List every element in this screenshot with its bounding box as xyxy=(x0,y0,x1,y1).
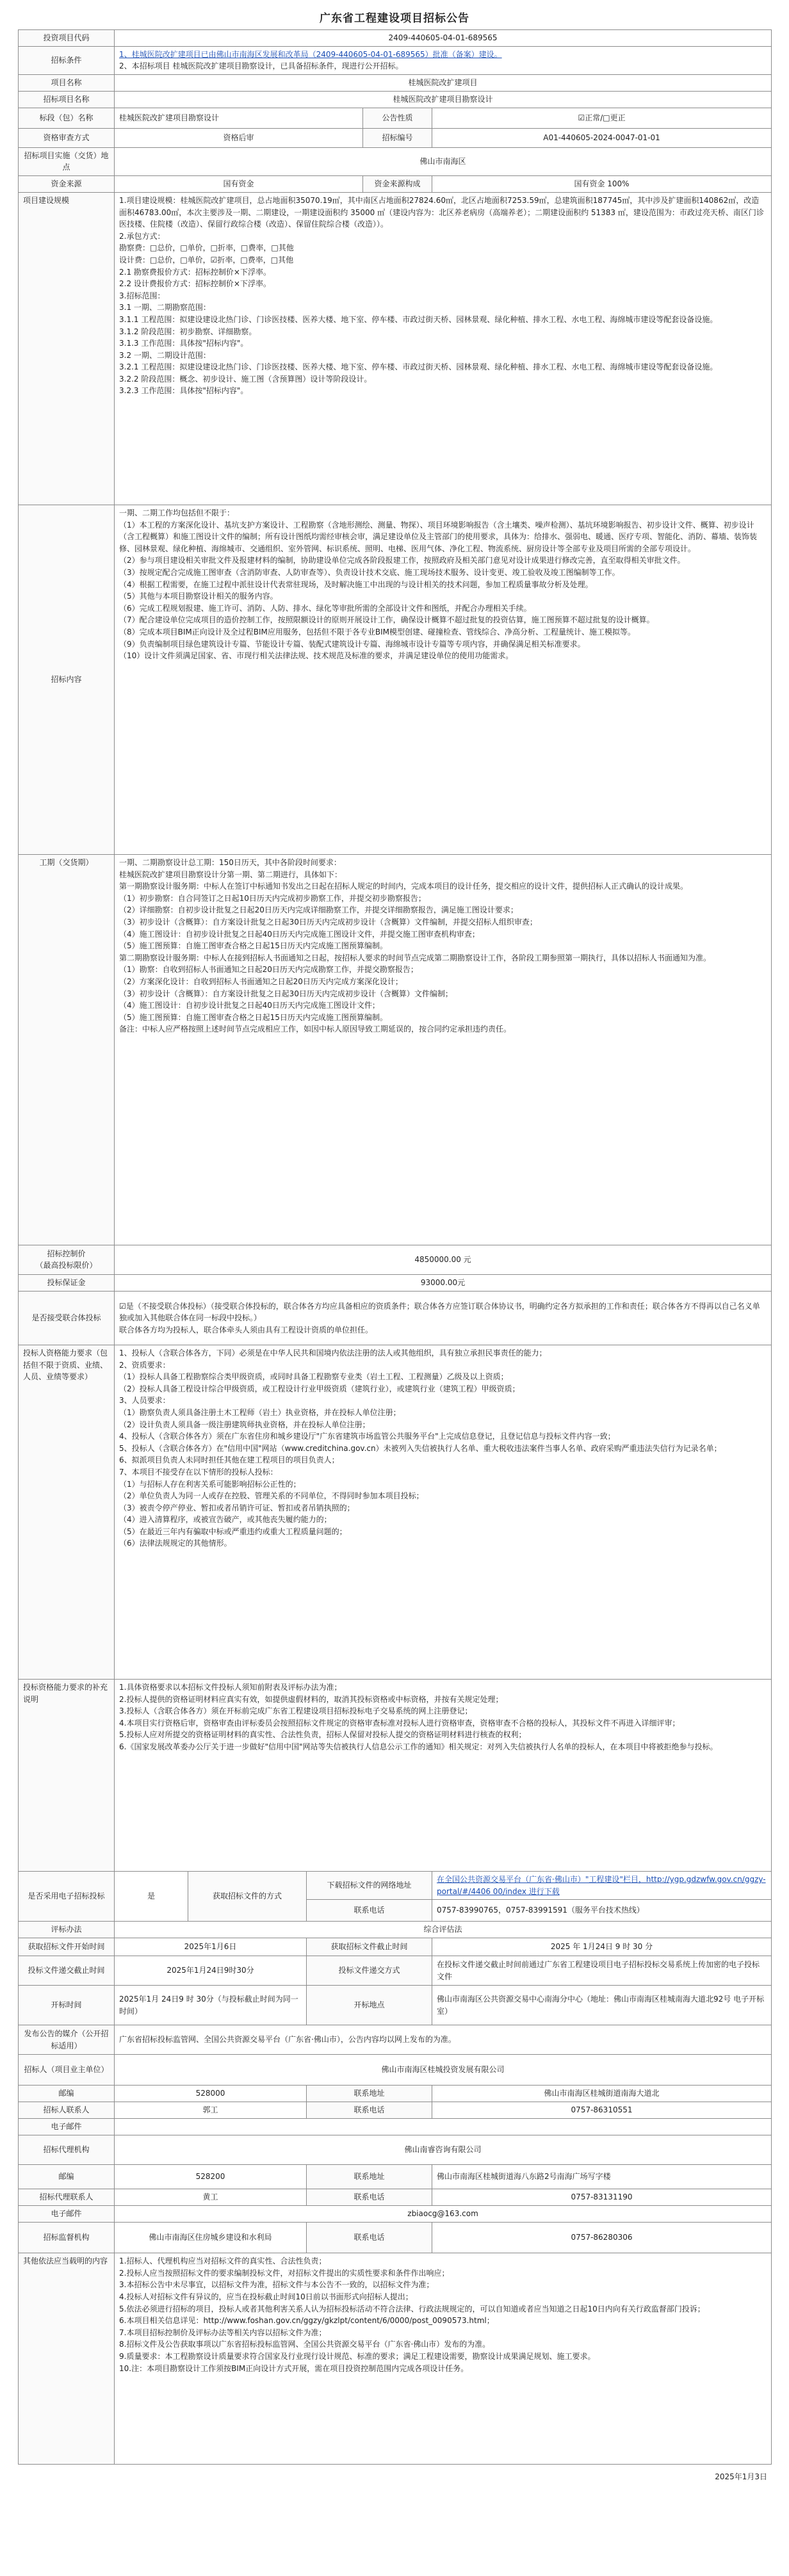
label: 资金来源构成 xyxy=(363,175,432,192)
row-owner-person xyxy=(19,2102,772,2119)
label: 评标办法 xyxy=(19,1922,115,1938)
row-owner-post xyxy=(19,2086,772,2102)
row-supervisor xyxy=(19,2223,772,2253)
value: 93000.00元 xyxy=(115,1274,772,1291)
label: 资格审查方式 xyxy=(19,128,115,147)
value: 国有资金 xyxy=(115,175,363,192)
label: 招标编号 xyxy=(363,128,432,147)
label: 项目名称 xyxy=(19,74,115,91)
value: 佛山市南海区住房城乡建设和水利局 xyxy=(115,2223,307,2253)
value: 是 xyxy=(115,1871,188,1921)
label: 投标保证金 xyxy=(19,1274,115,1291)
row-media xyxy=(19,2025,772,2055)
label: 联系地址 xyxy=(307,2086,432,2102)
row-conditions xyxy=(19,46,772,74)
label: 招标内容 xyxy=(19,505,115,854)
row-agent-post xyxy=(19,2165,772,2189)
label: 开标地点 xyxy=(307,1986,432,2025)
label: 联系电话 xyxy=(307,2223,432,2253)
label: 投标文件递交截止时间 xyxy=(19,1956,115,1986)
value: 佛山市南海区桂城投资发展有限公司 xyxy=(115,2055,772,2086)
value: 佛山南睿咨询有限公司 xyxy=(115,2135,772,2165)
publish-date: 2025年1月3日 xyxy=(715,2472,767,2482)
label: 资金来源 xyxy=(19,175,115,192)
row-content xyxy=(19,505,772,854)
value: 国有资金 100% xyxy=(432,175,772,192)
value: 2025年1月 24日9 时 30分（与投标截止时间为同一时间） xyxy=(115,1986,307,2025)
value: 佛山市南海区 xyxy=(115,147,772,175)
row-bond xyxy=(19,1274,772,1291)
qualification-text: 1、投标人（含联合体各方，下同）必须是在中华人民共和国境内依法注册的法人或其他组织，具有独立承担民事责任的能力； 2、资质要求： （1）投标人具备工程勘察综合类甲级资质，或同时具备工程勘察专业类（岩土工程、工程测量）乙级及以上资质； （2）投标人具备工程设计综合甲级资质，或工程设计行业甲级资质（建筑行业），或建筑行业（建筑工程）甲级资质； 3、人员要求： （1）勘察负责人须具备注册土木工程师（岩土）执业资格，并在投标人单位注册； （2）设计负责人须具备一级注册建筑师执业资格，并在投标人单位注册； 4、投标人（含联合体各方）须在广东省住房和城乡建设厅"广东省建筑市场监管公共服务平台"上完成信息登记，且登记信息与投标文件内容一致； 5、投标人（含联合体各方）在"信用中国"网站（www.creditchina.gov.cn）未被列入失信被执行人名单、重大税收违法案件当事人名单、政府采购严重违法失信行为记录名单； 6、拟派项目负责人未同时担任其他在建工程项目的项目负责人； 7、本项目不接受存在以下情形的投标人投标： （1）与招标人存在利害关系可能影响招标公正性的； （2）单位负责人为同一人或存在控股、管理关系的不同单位，不得同时参加本项目投标； （3）被责令停产停业、暂扣或者吊销许可证、暂扣或者吊销执照的； （4）进入清算程序，或被宣告破产，或其他丧失履约能力的； （5）在最近三年内有骗取中标或严重违约或重大工程质量问题的； （6）法律法规规定的其他情形。 xyxy=(115,1345,772,1679)
content-text: 一期、二期工作均包括但不限于： （1）本工程的方案深化设计、基坑支护方案设计、工程勘察（含地形测绘、测量、物探）、项目环境影响报告（含土壤类、噪声检测）、基坑环境影响报告、初步设计文件、概算、初步设计（含工程概算）和施工图设计文件的编制；所有设计图纸均需经审核会审，满足建设单位及主管部门的使用要求，具体为：给排水、强弱电、暖通、医疗专项、智能化、消防、幕墙、装饰装修、园林景观、绿化种植、海绵城市、交通组织、室外管网、标识系统、照明、电梯、医用气体、净化工程、物流系统、厨房设计等全部专业及项目所需的全部专项设计。 （2）参与项目建设相关审批文件及报建材料的编制，协助建设单位完成各阶段报建工作，按照政府及相关部门意见对设计成果进行修改完善，直至取得相关审批文件。 （3）按规定配合完成施工图审查（含消防审查、人防审查等）、负责设计技术交底、施工现场技术服务、设计变更、竣工验收及竣工图编制等工作。 （4）根据工程需要，在施工过程中派驻设计代表常驻现场，及时解决施工中出现的与设计相关的技术问题，参加工程质量事故分析及处理。 （5）其他与本项目勘察设计相关的服务内容。 （6）完成工程规划报建、施工许可、消防、人防、排水、绿化等审批所需的全部设计文件和图纸，并配合办理相关手续。 （7）配合建设单位完成项目的造价控制工作，按照限额设计的原则开展设计工作，确保设计概算不超过批复的投资估算，施工图预算不超过批复的设计概算。 （8）完成本项目BIM正向设计及全过程BIM应用服务，包括但不限于各专业BIM模型创建、碰撞检查、管线综合、净高分析、工程量统计、施工模拟等。 （9）负责编制项目绿色建筑设计专篇、节能设计专篇、装配式建筑设计专篇、海绵城市设计专篇等专项内容，并确保满足相关标准要求。 （10）设计文件须满足国家、省、市现行相关法律法规、技术规范及标准的要求，并满足建设单位的使用功能需求。 xyxy=(115,505,772,854)
row-qualification-note xyxy=(19,1679,772,1871)
value: 0757-83131190 xyxy=(432,2189,772,2206)
row-place xyxy=(19,147,772,175)
row-agent xyxy=(19,2135,772,2165)
announcement-page xyxy=(18,8,771,2482)
label: 招标代理联系人 xyxy=(19,2189,115,2206)
row-agent-person xyxy=(19,2189,772,2206)
period-text: 一期、二期勘察设计总工期：150日历天，其中各阶段时间要求： 桂城医院改扩建项目勘察设计分第一期、第二期进行，具体如下： 第一期勘察设计服务期：中标人在签订中标通知书发出之日起在招标人规定的时间内，完成本项目的设计任务，提交相应的设计文件，提供招标人正式确认的设计成果。 （1）初步勘察：自合同签订之日起10日历天内完成初步勘察工作，并提交初步勘察报告； （2）详细勘察：自初步设计批复之日起20日历天内完成详细勘察工作，并提交详细勘察报告，满足施工图设计要求； （3）初步设计（含概算）：自方案设计批复之日起30日历天内完成初步设计（含概算）文件编制，并提交招标人组织审查； （4）施工图设计：自初步设计批复之日起40日历天内完成施工图设计文件，并提交施工图审查机构审查； （5）施工图预算：自施工图审查合格之日起15日历天内完成施工图预算编制。 第二期勘察设计服务期：中标人在接到招标人书面通知之日起，按招标人要求的时间节点完成第二期勘察设计工作，各阶段工期参照第一期执行，具体以招标人书面通知为准。 （1）勘察：自收到招标人书面通知之日起20日历天内完成勘察工作，并提交勘察报告； （2）方案深化设计：自收到招标人书面通知之日起20日历天内完成方案深化设计； （3）初步设计（含概算）：自方案设计批复之日起30日历天内完成初步设计（含概算）文件编制； （4）施工图设计：自初步设计批复之日起40日历天内完成施工图设计文件； （5）施工图预算：自施工图审查合格之日起15日历天内完成施工图预算编制。 备注：中标人应严格按照上述时间节点完成相应工作，如因中标人原因导致工期延误的，按合同约定承担违约责任。 xyxy=(115,854,772,1245)
label: 是否接受联合体投标 xyxy=(19,1291,115,1345)
row-control-price xyxy=(19,1245,772,1274)
value: 0757-83990765，0757-83991591（服务平台技术热线） xyxy=(432,1900,772,1922)
row-owner xyxy=(19,2055,772,2086)
value: 郭工 xyxy=(115,2102,307,2119)
label: 联系电话 xyxy=(307,2102,432,2119)
value: 综合评估法 xyxy=(115,1922,772,1938)
value: 528200 xyxy=(115,2165,307,2189)
row-tender-name xyxy=(19,91,772,108)
row-eval xyxy=(19,1922,772,1938)
label: 联系电话 xyxy=(307,2189,432,2206)
label: 招标人联系人 xyxy=(19,2102,115,2119)
label: 工期（交货期） xyxy=(19,854,115,1245)
value: 资格后审 xyxy=(115,128,363,147)
value: 佛山市南海区公共资源交易中心南海分中心（地址：佛山市南海区桂城南海大道北92号 电子开标室） xyxy=(432,1986,772,2025)
conditions-cell xyxy=(115,46,772,74)
row-agent-mail xyxy=(19,2206,772,2223)
label: 招标项目名称 xyxy=(19,91,115,108)
union-text: ☑是（不接受联合体投标）（接受联合体投标的，联合体各方均应具备相应的资质条件；联合体各方应签订联合体协议书，明确约定各方拟承担的工作和责任；联合体各方不得再以自己名义单独或加入其他联合体在同一标段中投标。） 联合体各方均为投标人，联合体牵头人须由具有工程设计资质的单位担任。 xyxy=(115,1291,772,1345)
row-qualification xyxy=(19,1345,772,1679)
label: 下载招标文件的网络地址 xyxy=(307,1871,432,1899)
value: 桂城医院改扩建项目勘察设计 xyxy=(115,91,772,108)
label: 邮编 xyxy=(19,2165,115,2189)
value: 2409-440605-04-01-689565 xyxy=(115,30,772,47)
label: 发布公告的媒介（公开招标适用） xyxy=(19,2025,115,2055)
label: 获取招标文件开始时间 xyxy=(19,1938,115,1956)
row-period xyxy=(19,854,772,1245)
value: 广东省招标投标监管网、全国公共资源交易平台（广东省·佛山市），公告内容均以网上发布的为准。 xyxy=(115,2025,772,2055)
value: zbiaocg@163.com xyxy=(115,2206,772,2223)
label: 电子邮件 xyxy=(19,2119,115,2135)
label: 联系地址 xyxy=(307,2165,432,2189)
label: 获取招标文件截止时间 xyxy=(307,1938,432,1956)
value: 佛山市南海区桂城街道海八东路2号南海广场写字楼 xyxy=(432,2165,772,2189)
row-other xyxy=(19,2253,772,2465)
value: ☑正常/□更正 xyxy=(432,108,772,128)
value: 黄工 xyxy=(115,2189,307,2206)
label: 联系电话 xyxy=(307,1900,432,1922)
row-get-time xyxy=(19,1938,772,1956)
row-electronic xyxy=(19,1871,772,1899)
label: 是否采用电子招标投标 xyxy=(19,1871,115,1921)
row-review xyxy=(19,128,772,147)
row-project-name xyxy=(19,74,772,91)
label: 招标人（项目业主单位） xyxy=(19,2055,115,2086)
scale-text: 1.项目建设规模：桂城医院改扩建项目，总占地面积35070.19㎡，其中南区占地面积27824.60㎡，北区占地面积7253.59㎡，总建筑面积187745㎡，其中涉及扩建面积140862㎡，改造面积46783.00㎡，本次主要涉及一期、二期建设，一期建设面积约 35000 ㎡（建设内容为：北区养老病房（高端养老）；二期建设面积约 51383 ㎡，建设范围为：市政过亮天桥、南区门诊医技楼、住院楼（改造）、保留行政综合楼（改造）、保留住院综合楼（改造））。 2.承包方式： 勘察费：□总价，□单价，□折率，□费率，□其他 设计费：□总价，□单价，☑折率，□费率，□其他 2.1 勘察费报价方式：招标控制价×下浮率。 2.2 设计费报价方式：招标控制价×下浮率。 3.招标范围： 3.1 一期、二期勘察范围： 3.1.1 工程范围：拟建设建设北热门诊、门诊医技楼、医养大楼、地下室、停车楼、市政过街天桥、园林景观、绿化种植、排水工程、水电工程、海绵城市建设等配套设备设施。 3.1.2 阶段范围：初步勘察、详细勘察。 3.1.3 工作范围：具体按"招标内容"。 3.2 一期、二期设计范围： 3.2.1 工程范围：拟建设建设北热门诊、门诊医技楼、医养大楼、地下室、停车楼、市政过街天桥、园林景观、绿化种植、排水工程、水电工程、海绵城市建设等配套设备设施。 3.2.2 阶段范围：概念、初步设计、施工图（含预算图）设计等阶段设计。 3.2.3 工作范围：具体按"招标内容"。 xyxy=(115,192,772,505)
label: 电子邮件 xyxy=(19,2206,115,2223)
label: 招标监督机构 xyxy=(19,2223,115,2253)
announcement-table xyxy=(18,29,772,2465)
value: 2025 年 1月24日 9 时 30 分 xyxy=(432,1938,772,1956)
condition-line-1[interactable]: 1、桂城医院改扩建项目已由佛山市南海区发展和改革局（2409-440605-04-01-689565）批准（备案）建设。 xyxy=(119,49,502,59)
condition-line-2: 2、本招标项目 桂城医院改扩建项目勘察设计，已具备招标条件，现进行公开招标。 xyxy=(119,61,403,71)
label: 获取招标文件的方式 xyxy=(188,1871,307,1921)
label: 公告性质 xyxy=(363,108,432,128)
row-deadline xyxy=(19,1956,772,1986)
value: 桂城医院改扩建项目 xyxy=(115,74,772,91)
label: 开标时间 xyxy=(19,1986,115,2025)
row-project-code xyxy=(19,30,772,47)
label: 招标条件 xyxy=(19,46,115,74)
value: 2025年1月24日9时30分 xyxy=(115,1956,307,1986)
row-section xyxy=(19,108,772,128)
label: 投资项目代码 xyxy=(19,30,115,47)
label: 其他依法应当载明的内容 xyxy=(19,2253,115,2465)
value: 4850000.00 元 xyxy=(115,1245,772,1274)
row-scale xyxy=(19,192,772,505)
row-owner-mail xyxy=(19,2119,772,2135)
label: 邮编 xyxy=(19,2086,115,2102)
page-title: 广东省工程建设项目招标公告 xyxy=(320,12,469,25)
label: 投标人资格能力要求（包括但不限于资质、业绩、人员、业绩等要求） xyxy=(19,1345,115,1679)
value: 桂城医院改扩建项目勘察设计 xyxy=(115,108,363,128)
other-text: 1.招标人、代理机构应当对招标文件的真实性、合法性负责； 2.投标人应当按照招标文件的要求编制投标文件，对招标文件提出的实质性要求和条件作出响应； 3.本招标公告中未尽事宜，以招标文件为准，招标文件与本公告不一致的，以招标文件为准； 4.投标人对招标文件有异议的，应当在投标截止时间10日前以书面形式向招标人提出； 5.依法必须进行招标的项目，投标人或者其他利害关系人认为招标投标活动不符合法律、行政法规规定的，可以自知道或者应当知道之日起10日内向有关行政监督部门投诉； 6.本项目相关信息详见：http://www.foshan.gov.cn/ggzy/gkzlpt/content/6/0000/post_0090573.html； 7.本项目招标控制价及评标办法等相关内容以招标文件为准； 8.招标文件及公告获取事项以广东省招标投标监管网、全国公共资源交易平台（广东省·佛山市）发布的为准。 9.质量要求：本工程勘察设计质量要求符合国家及行业现行设计规范、标准的要求；满足工程建设需要，勘察设计成果满足规划、施工要求。 10.注：本项目勘察设计工作须按BIM正向设计方式开展，需在项目投资控制范围内完成各项设计任务。 xyxy=(115,2253,772,2465)
download-address-link[interactable]: 在全国公共资源交易平台（广东省·佛山市）"工程建设"栏目，http://ygp.gdzwfw.gov.cn/ggzy-portal/#/4406 00/index 进行下载 xyxy=(432,1871,772,1899)
row-union xyxy=(19,1291,772,1345)
row-open xyxy=(19,1986,772,2025)
qualification-note-text: 1.具体资格要求以本招标文件投标人须知前附表及评标办法为准； 2.投标人提供的资格证明材料应真实有效，如提供虚假材料的，取消其投标资格或中标资格，并按有关规定处理； 3.投标人（含联合体各方）须在开标前完成广东省工程建设项目招标投标电子交易系统的网上注册登记； 4.本项目实行资格后审，资格审查由评标委员会按照招标文件规定的资格审查标准对投标人进行资格审查，资格审查不合格的投标人，其投标文件不再进入详细评审； 5.投标人应对所提交的资格证明材料的真实性、合法性负责，招标人保留对投标人提交的资格证明材料进行核查的权利； 6.《国家发展改革委办公厅关于进一步做好"信用中国"网站等失信被执行人信息公示工作的通知》相关规定：对列入失信被执行人名单的投标人，在本项目中将被拒绝参与投标。 xyxy=(115,1679,772,1871)
value: 0757-86280306 xyxy=(432,2223,772,2253)
value: A01-440605-2024-0047-01-01 xyxy=(432,128,772,147)
value: 在投标文件递交截止时间前通过广东省工程建设项目电子招标投标交易系统上传加密的电子投标文件 xyxy=(432,1956,772,1986)
label: 招标代理机构 xyxy=(19,2135,115,2165)
label: 投标资格能力要求的补充说明 xyxy=(19,1679,115,1871)
label: 招标项目实施（交货）地点 xyxy=(19,147,115,175)
value xyxy=(115,2119,772,2135)
label: 项目建设规模 xyxy=(19,192,115,505)
label: 招标控制价 （最高投标限价） xyxy=(19,1245,115,1274)
value: 2025年1月6日 xyxy=(115,1938,307,1956)
row-funds xyxy=(19,175,772,192)
value: 佛山市南海区桂城街道南海大道北 xyxy=(432,2086,772,2102)
label: 投标文件递交方式 xyxy=(307,1956,432,1986)
value: 528000 xyxy=(115,2086,307,2102)
value: 0757-86310551 xyxy=(432,2102,772,2119)
label: 标段（包）名称 xyxy=(19,108,115,128)
